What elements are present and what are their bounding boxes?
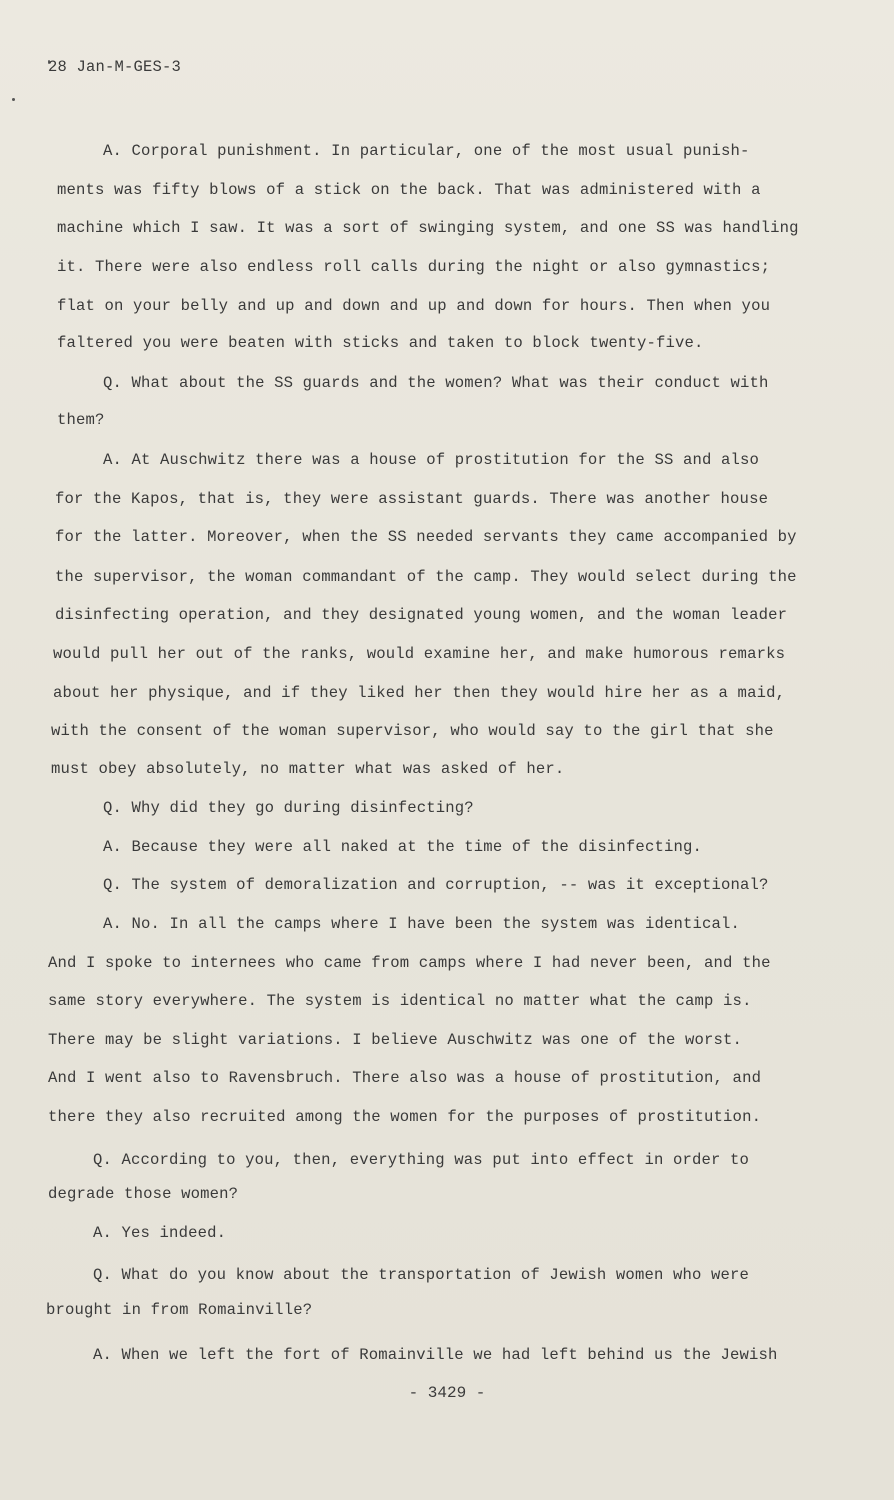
text-line: faltered you were beaten with sticks and taken to block twenty-five.	[57, 334, 704, 352]
text-line: flat on your belly and up and down and up and down for hours. Then when you	[57, 297, 771, 315]
text-line: Q. According to you, then, everything was put into effect in order to	[93, 1151, 750, 1169]
text-line: them?	[57, 411, 105, 429]
text-line: ments was fifty blows of a stick on the back. That was administered with a	[57, 181, 761, 199]
text-line: Q. What about the SS guards and the women? What was their conduct with	[103, 374, 769, 392]
text-line: would pull her out of the ranks, would examine her, and make humorous remarks	[53, 645, 786, 663]
text-line: with the consent of the woman supervisor, who would say to the girl that she	[51, 722, 774, 740]
text-line: brought in from Romainville?	[46, 1301, 313, 1319]
text-line: for the latter. Moreover, when the SS needed servants they came accompanied by	[55, 528, 797, 546]
text-line: machine which I saw. It was a sort of swinging system, and one SS was handling	[57, 219, 799, 237]
ink-fleck	[12, 98, 15, 101]
text-line: A. When we left the fort of Romainville we had left behind us the Jewish	[93, 1346, 778, 1364]
text-line: the supervisor, the woman commandant of the camp. They would select during the	[55, 568, 797, 586]
text-line: must obey absolutely, no matter what was asked of her.	[51, 760, 565, 778]
text-line: A. Because they were all naked at the time of the disinfecting.	[103, 838, 702, 856]
text-line: for the Kapos, that is, they were assistant guards. There was another house	[55, 490, 769, 508]
text-line: there they also recruited among the women for the purposes of prostitution.	[48, 1108, 762, 1126]
text-line: And I spoke to internees who came from camps where I had never been, and the	[48, 954, 771, 972]
document-reference: 28 Jan-M-GES-3	[48, 58, 182, 76]
text-line: There may be slight variations. I believe Auschwitz was one of the worst.	[48, 1031, 743, 1049]
text-line: And I went also to Ravensbruch. There also was a house of prostitution, and	[48, 1069, 762, 1087]
text-line: A. At Auschwitz there was a house of prostitution for the SS and also	[103, 451, 760, 469]
text-line: disinfecting operation, and they designated young women, and the woman leader	[55, 606, 788, 624]
text-line: Q. The system of demoralization and corruption, -- was it exceptional?	[103, 876, 769, 894]
text-line: same story everywhere. The system is identical no matter what the camp is.	[48, 992, 752, 1010]
text-line: about her physique, and if they liked her then they would hire her as a maid,	[53, 684, 786, 702]
page-number: - 3429 -	[408, 1384, 486, 1402]
text-line: A. No. In all the camps where I have been the system was identical.	[103, 915, 741, 933]
text-line: A. Yes indeed.	[93, 1224, 227, 1242]
text-line: Q. Why did they go during disinfecting?	[103, 799, 474, 817]
text-line: it. There were also endless roll calls during the night or also gymnastics;	[57, 258, 771, 276]
text-line: A. Corporal punishment. In particular, one of the most usual punish-	[103, 142, 750, 160]
text-line: Q. What do you know about the transportation of Jewish women who were	[93, 1266, 750, 1284]
text-line: degrade those women?	[48, 1185, 239, 1203]
